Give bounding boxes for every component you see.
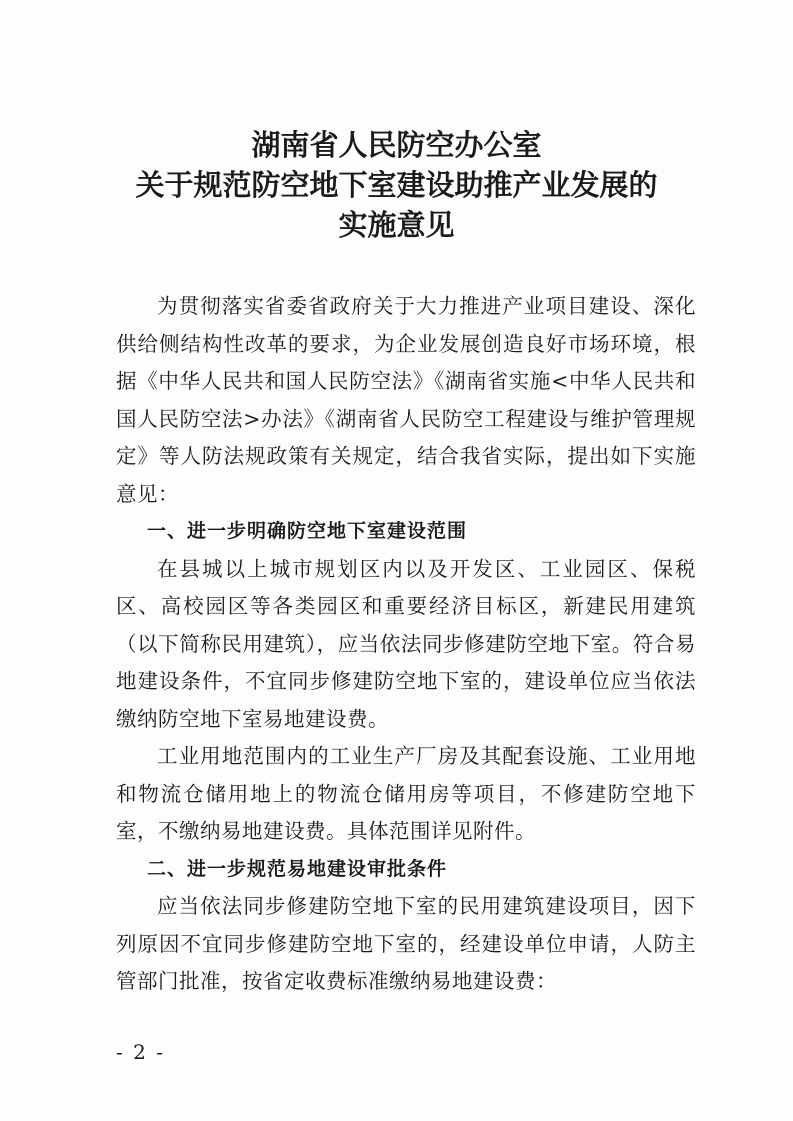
section-1-heading: 一、进一步明确防空地下室建设范围 — [147, 520, 468, 542]
title-line-2: 关于规范防空地下室建设助推产业发展的 — [135, 168, 658, 202]
page-number: - 2 - — [116, 1040, 165, 1064]
document-body — [116, 288, 696, 1001]
section-1-paragraph-2: 工业用地范围内的工业生产厂房及其配套设施、工业用地和物流仓储用地上的物流仓储用房等项目，不修建防空地下室，不缴纳易地建设费。具体范围详见附件。 — [116, 744, 696, 843]
section-2-paragraph-1: 应当依法同步修建防空地下室的民用建筑建设项目，因下列原因不宜同步修建防空地下室的，经建设单位申请，人防主管部门批准，按省定收费标准缴纳易地建设费： — [116, 894, 696, 993]
section-1-paragraph-1: 在县城以上城市规划区内以及开发区、工业园区、保税区、高校园区等各类园区和重要经济目标区，新建民用建筑（以下简称民用建筑），应当依法同步修建防空地下室。符合易地建设条件，不宜同步修建防空地下室的，建设单位应当依法缴纳防空地下室易地建设费。 — [116, 556, 696, 731]
title-line-3: 实施意见 — [338, 208, 455, 242]
intro-paragraph: 为贯彻落实省委省政府关于大力推进产业项目建设、深化供给侧结构性改革的要求，为企业发展创造良好市场环境，根据《中华人民共和国人民防空法》《湖南省实施<中华人民共和国人民防空法>办法》《湖南省人民防空工程建设与维护管理规定》等人防法规政策有关规定，结合我省实际，提出如下实施意见： — [116, 294, 696, 506]
title-line-1: 湖南省人民防空办公室 — [251, 128, 542, 162]
section-2-heading: 二、进一步规范易地建设审批条件 — [147, 857, 448, 880]
document-title — [0, 125, 793, 245]
